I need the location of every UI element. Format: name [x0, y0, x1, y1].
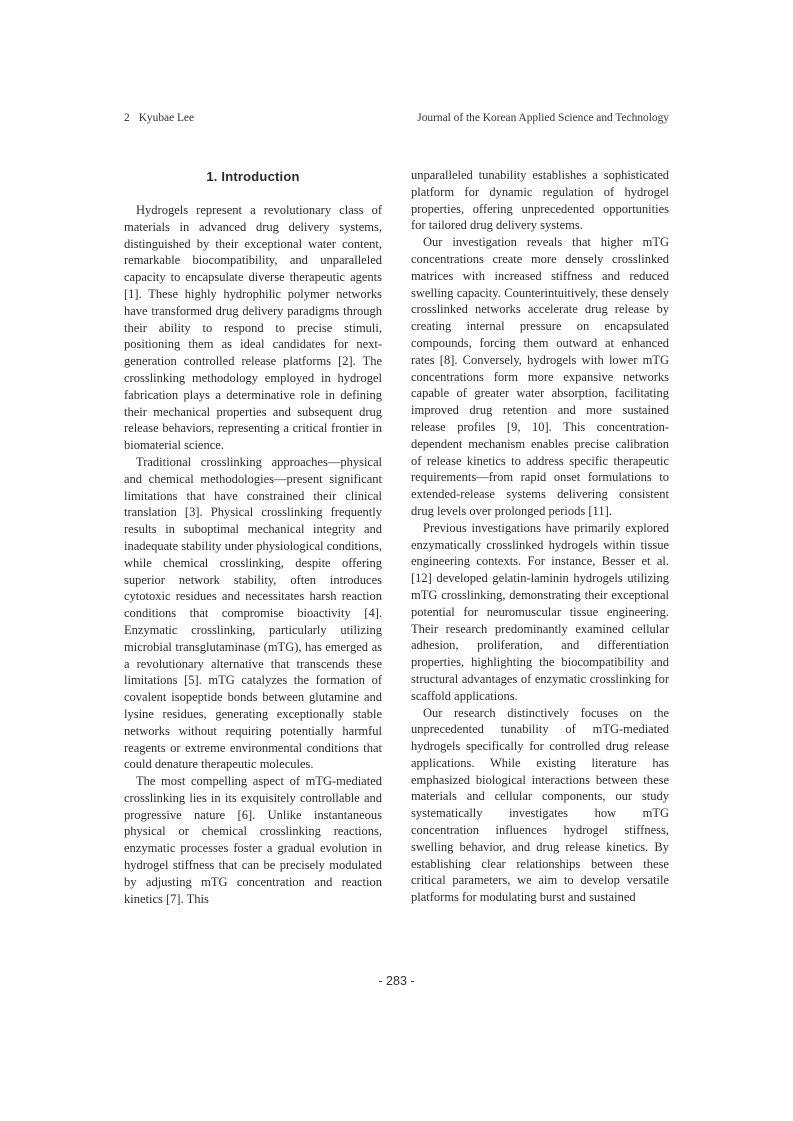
header-author: Kyubae Lee	[138, 112, 195, 124]
paragraph: The most compelling aspect of mTG-mediated crosslinking lies in its exquisitely controllable and progressive nature [6]. Unlike instantaneous physical or chemical crosslinking reactions, enzymatic processes foster a gradual evolution in hydrogel stiffness that can be precisely modulated by adjusting mTG concentration and reaction kinetics [7]. This	[124, 774, 382, 906]
paragraph-continued: unparalleled tunability establishes a sophisticated platform for dynamic regulation of hydrogel properties, offering unprecedented opportunities for tailored drug delivery systems.	[411, 168, 669, 233]
paragraph: Our investigation reveals that higher mTG concentrations create more densely crosslinked matrices with increased stiffness and reduced swelling capacity. Counterintuitively, these densely crosslinked networks accelerate drug release by creating internal pressure on encapsulated compounds, forcing them outward at enhanced rates [8]. Conversely, hydrogels with lower mTG concentrations form more expansive networks capable of greater water absorption, facilitating improved drug retention and more sustained release profiles [9, 10]. This concentration-dependent mechanism enables precise calibration of release kinetics to address specific therapeutic requirements—from rapid onset formulations to extended-release systems delivering consistent drug levels over prolonged periods [11].	[411, 235, 669, 518]
footer-page-number: - 283 -	[378, 974, 415, 988]
paragraph: Previous investigations have primarily explored enzymatically crosslinked hydrogels within tissue engineering contexts. For instance, Besser et al. [12] developed gelatin-laminin hydrogels utilizing mTG crosslinking, demonstrating their exceptional potential for neuromuscular tissue engineering. Their research predominantly examined cellular adhesion, proliferation, and differentiation properties, highlighting the biocompatibility and structural advantages of enzymatic crosslinking for scaffold applications.	[411, 520, 669, 703]
paragraph: Traditional crosslinking approaches—physical and chemical methodologies—present significant limitations that have constrained their clinical translation [3]. Physical crosslinking frequently results in suboptimal mechanical integrity and inadequate stability under physiological conditions, while chemical crosslinking, despite offering superior network stability, often introduces cytotoxic residues and necessitates harsh reaction conditions that compromise bioactivity [4]. Enzymatic crosslinking, particularly utilizing microbial transglutaminase (mTG), has emerged as a revolutionary alternative that transcends these limitations [5]. mTG catalyzes the formation of covalent isopeptide bonds between glutamine and lysine residues, generating exceptionally stable networks without requiring potentially harmful reagents or extreme environmental conditions that could denature therapeutic molecules.	[124, 454, 382, 772]
left-column	[124, 167, 382, 907]
running-header	[124, 112, 669, 128]
paragraph: Our research distinctively focuses on the unprecedented tunability of mTG-mediated hydrogels specifically for controlled drug release applications. While existing literature has emphasized biological interactions between these materials and cellular components, our study systematically investigates how mTG concentration influences hydrogel stiffness, swelling behavior, and drug release kinetics. By establishing clear relationships between these critical parameters, we aim to develop versatile platforms for modulating burst and sustained	[411, 705, 669, 905]
right-column	[411, 167, 669, 906]
section-heading: 1. Introduction	[206, 169, 300, 184]
paragraph: Hydrogels represent a revolutionary class of materials in advanced drug delivery systems, distinguished by their exceptional water content, remarkable biocompatibility, and unparalleled capacity to encapsulate diverse therapeutic agents [1]. These highly hydrophilic polymer networks have transformed drug delivery paradigms through their ability to respond to precise stimuli, positioning them as ideal candidates for next-generation controlled release platforms [2]. The crosslinking methodology employed in hydrogel fabrication plays a determinative role in defining their mechanical properties and subsequent drug release behaviors, representing a critical frontier in biomaterial science.	[124, 203, 382, 453]
header-page-number: 2	[124, 112, 130, 124]
header-journal-title: Journal of the Korean Applied Science and Technology	[417, 112, 669, 124]
running-header-left	[124, 112, 194, 124]
